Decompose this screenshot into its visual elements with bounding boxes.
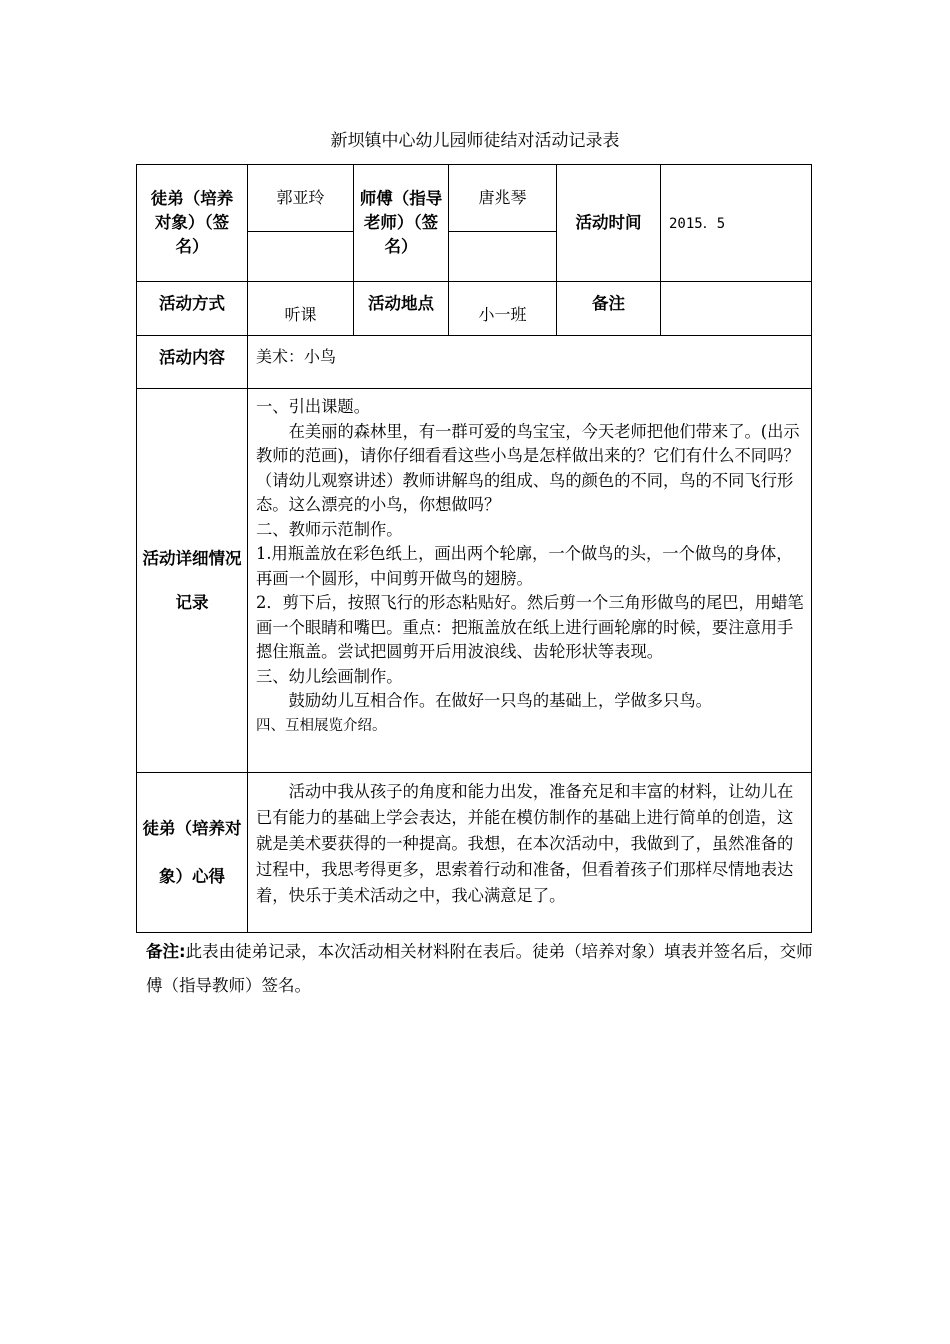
master-label xyxy=(354,165,449,282)
detail-paragraph: 1.用瓶盖放在彩色纸上，画出两个轮廓，一个做鸟的头，一个做鸟的身体，再画一个圆形，中间剪开做鸟的翅膀。 xyxy=(256,544,793,588)
activity-time-label: 活动时间 xyxy=(557,165,661,282)
remark-value xyxy=(661,282,812,336)
activity-place-label: 活动地点 xyxy=(354,282,449,336)
apprentice-name: 郭亚玲 xyxy=(248,165,354,232)
detail-paragraph: 二、教师示范制作。 xyxy=(256,519,403,539)
apprentice-signature-cell xyxy=(248,232,354,282)
activity-detail-record xyxy=(248,389,812,773)
reflection-text xyxy=(248,773,812,933)
master-label-text: 师傅（指导老师）（签名） xyxy=(359,189,443,256)
master-name: 唐兆琴 xyxy=(449,165,557,232)
activity-content-value: 美术：小鸟 xyxy=(248,336,812,389)
reflection-paragraph: 活动中我从孩子的角度和能力出发，准备充足和丰富的材料，让幼儿在已有能力的基础上学会表达，并能在模仿制作的基础上进行简单的创造，这就是美术要获得的一种提高。我想，在本次活动中，我做到了，虽然准备的过程中，我思考得更多，思索着行动和准备，但看着孩子们那样尽情地表达着，快乐于美术活动之中，我心满意足了。 xyxy=(256,782,794,905)
footer-note-label: 备注: xyxy=(146,942,186,961)
page-title: 新坝镇中心幼儿园师徒结对活动记录表 xyxy=(330,131,620,151)
master-signature-cell xyxy=(449,232,557,282)
apprentice-label-text: 徒弟（培养对象）（签名） xyxy=(150,189,234,256)
detail-paragraph: 三、幼儿绘画制作。 xyxy=(256,666,403,686)
activity-method-value: 听课 xyxy=(248,282,354,336)
activity-detail-label-text: 活动详细情况记录 xyxy=(142,548,242,612)
remark-label: 备注 xyxy=(557,282,661,336)
activity-record-table xyxy=(136,164,812,933)
apprentice-label xyxy=(137,165,248,282)
reflection-label xyxy=(137,773,248,933)
activity-detail-label xyxy=(137,389,248,773)
detail-paragraph: 鼓励幼儿互相合作。在做好一只鸟的基础上，学做多只鸟。 xyxy=(288,691,712,710)
detail-paragraph: 一、引出课题。 xyxy=(256,397,370,416)
activity-time-value: 2015．5 xyxy=(661,165,812,282)
detail-paragraph: 2．剪下后，按照飞行的形态粘贴好。然后剪一个三角形做鸟的尾巴，用蜡笔画一个眼睛和嘴巴。重点：把瓶盖放在纸上进行画轮廓的时候，要注意用手摁住瓶盖。尝试把圆剪开后用波浪线、齿轮形状等表现。 xyxy=(256,593,804,661)
detail-paragraph: 四、互相展览介绍。 xyxy=(256,717,387,734)
footer-note xyxy=(146,935,816,1003)
activity-method-label: 活动方式 xyxy=(137,282,248,336)
activity-content-label: 活动内容 xyxy=(137,336,248,389)
reflection-label-text: 徒弟（培养对象）心得 xyxy=(142,818,242,886)
detail-paragraph: 在美丽的森林里，有一群可爱的鸟宝宝，今天老师把他们带来了。(出示教师的范画)，请你仔细看看这些小鸟是怎样做出来的？它们有什么不同吗？（请幼儿观察讲述）教师讲解鸟的组成、鸟的颜色的不同，鸟的不同飞行形态。这么漂亮的小鸟，你想做吗？ xyxy=(256,421,800,514)
activity-place-value: 小一班 xyxy=(449,282,557,336)
footer-note-text: 此表由徒弟记录，本次活动相关材料附在表后。徒弟（培养对象）填表并签名后，交师傅（指导教师）签名。 xyxy=(146,942,813,995)
